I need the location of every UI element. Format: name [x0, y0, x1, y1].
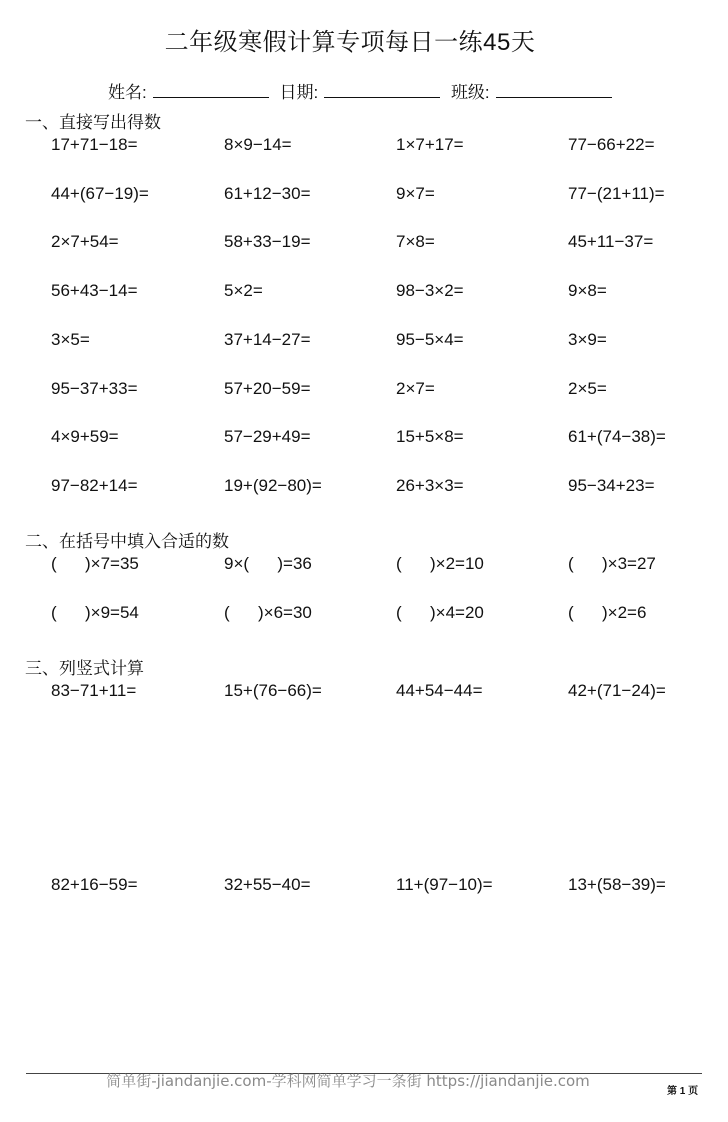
math-problem: 7×8=	[396, 232, 435, 251]
math-problem: 17+71−18=	[51, 135, 138, 154]
math-problem: 3×5=	[51, 330, 90, 349]
math-problem: ( )×6=30	[224, 603, 312, 622]
math-problem: 1×7+17=	[396, 135, 464, 154]
math-problem: 11+(97−10)=	[396, 875, 493, 894]
class-label: 班级:	[450, 83, 490, 102]
problem-row	[0, 330, 728, 354]
date-blank	[324, 81, 440, 98]
math-problem: 4×9+59=	[51, 427, 119, 446]
problem-row	[0, 184, 728, 208]
name-blank	[153, 81, 269, 98]
math-problem: 5×2=	[224, 281, 263, 300]
worksheet-title: 二年级寒假计算专项每日一练45天	[164, 29, 536, 56]
class-field	[451, 78, 612, 103]
math-problem: 77−(21+11)=	[568, 184, 665, 203]
math-problem: ( )×2=10	[396, 554, 484, 573]
math-problem: 57−29+49=	[224, 427, 311, 446]
section-1-heading: 一、直接写出得数	[25, 113, 161, 132]
problem-row	[0, 681, 728, 705]
math-problem: 2×5=	[568, 379, 607, 398]
problem-row	[0, 281, 728, 305]
math-problem: 15+(76−66)=	[224, 681, 322, 700]
math-problem: 95−37+33=	[51, 379, 138, 398]
math-problem: 42+(71−24)=	[568, 681, 666, 700]
problem-row	[0, 232, 728, 256]
math-problem: 45+11−37=	[568, 232, 654, 251]
math-problem: ( )×4=20	[396, 603, 484, 622]
math-problem: 32+55−40=	[224, 875, 311, 894]
math-problem: 82+16−59=	[51, 875, 138, 894]
math-problem: 44+54−44=	[396, 681, 483, 700]
math-problem: 9×7=	[396, 184, 435, 203]
math-problem: 15+5×8=	[396, 427, 464, 446]
math-problem: 83−71+11=	[51, 681, 137, 700]
problem-row	[0, 603, 728, 627]
problem-row	[0, 379, 728, 403]
section-3-heading: 三、列竖式计算	[25, 659, 144, 678]
page-number: 第 1 页	[667, 1086, 699, 1097]
math-problem: 8×9−14=	[224, 135, 292, 154]
math-problem: 9×8=	[568, 281, 607, 300]
math-problem: 98−3×2=	[396, 281, 464, 300]
name-label: 姓名:	[108, 83, 147, 102]
name-field	[108, 78, 269, 103]
date-field	[279, 78, 440, 103]
problem-row	[0, 554, 728, 578]
math-problem: 95−34+23=	[568, 476, 655, 495]
math-problem: 97−82+14=	[51, 476, 138, 495]
math-problem: 57+20−59=	[224, 379, 311, 398]
math-problem: 19+(92−80)=	[224, 476, 322, 495]
math-problem: 44+(67−19)=	[51, 184, 149, 203]
problem-row	[0, 135, 728, 159]
problem-row	[0, 427, 728, 451]
problem-row	[0, 476, 728, 500]
student-info-row	[108, 78, 618, 103]
math-problem: ( )×9=54	[51, 603, 139, 622]
math-problem: 77−66+22=	[568, 135, 655, 154]
date-label: 日期:	[279, 83, 319, 102]
section-2-heading: 二、在括号中填入合适的数	[25, 532, 229, 551]
math-problem: 61+12−30=	[224, 184, 311, 203]
math-problem: ( )×7=35	[51, 554, 139, 573]
footer-watermark: 简单街-jiandanjie.com-学科网简单学习一条街 https://jiandanjie.com	[106, 1072, 590, 1090]
math-problem: 13+(58−39)=	[568, 875, 666, 894]
problem-row	[0, 875, 728, 899]
math-problem: 26+3×3=	[396, 476, 464, 495]
math-problem: 95−5×4=	[396, 330, 464, 349]
math-problem: 61+(74−38)=	[568, 427, 666, 446]
math-problem: ( )×3=27	[568, 554, 656, 573]
math-problem: 37+14−27=	[224, 330, 311, 349]
math-problem: 2×7+54=	[51, 232, 119, 251]
math-problem: 56+43−14=	[51, 281, 138, 300]
math-problem: ( )×2=6	[568, 603, 647, 622]
math-problem: 58+33−19=	[224, 232, 311, 251]
math-problem: 9×( )=36	[224, 554, 312, 573]
math-problem: 2×7=	[396, 379, 435, 398]
class-blank	[496, 81, 612, 98]
math-problem: 3×9=	[568, 330, 607, 349]
